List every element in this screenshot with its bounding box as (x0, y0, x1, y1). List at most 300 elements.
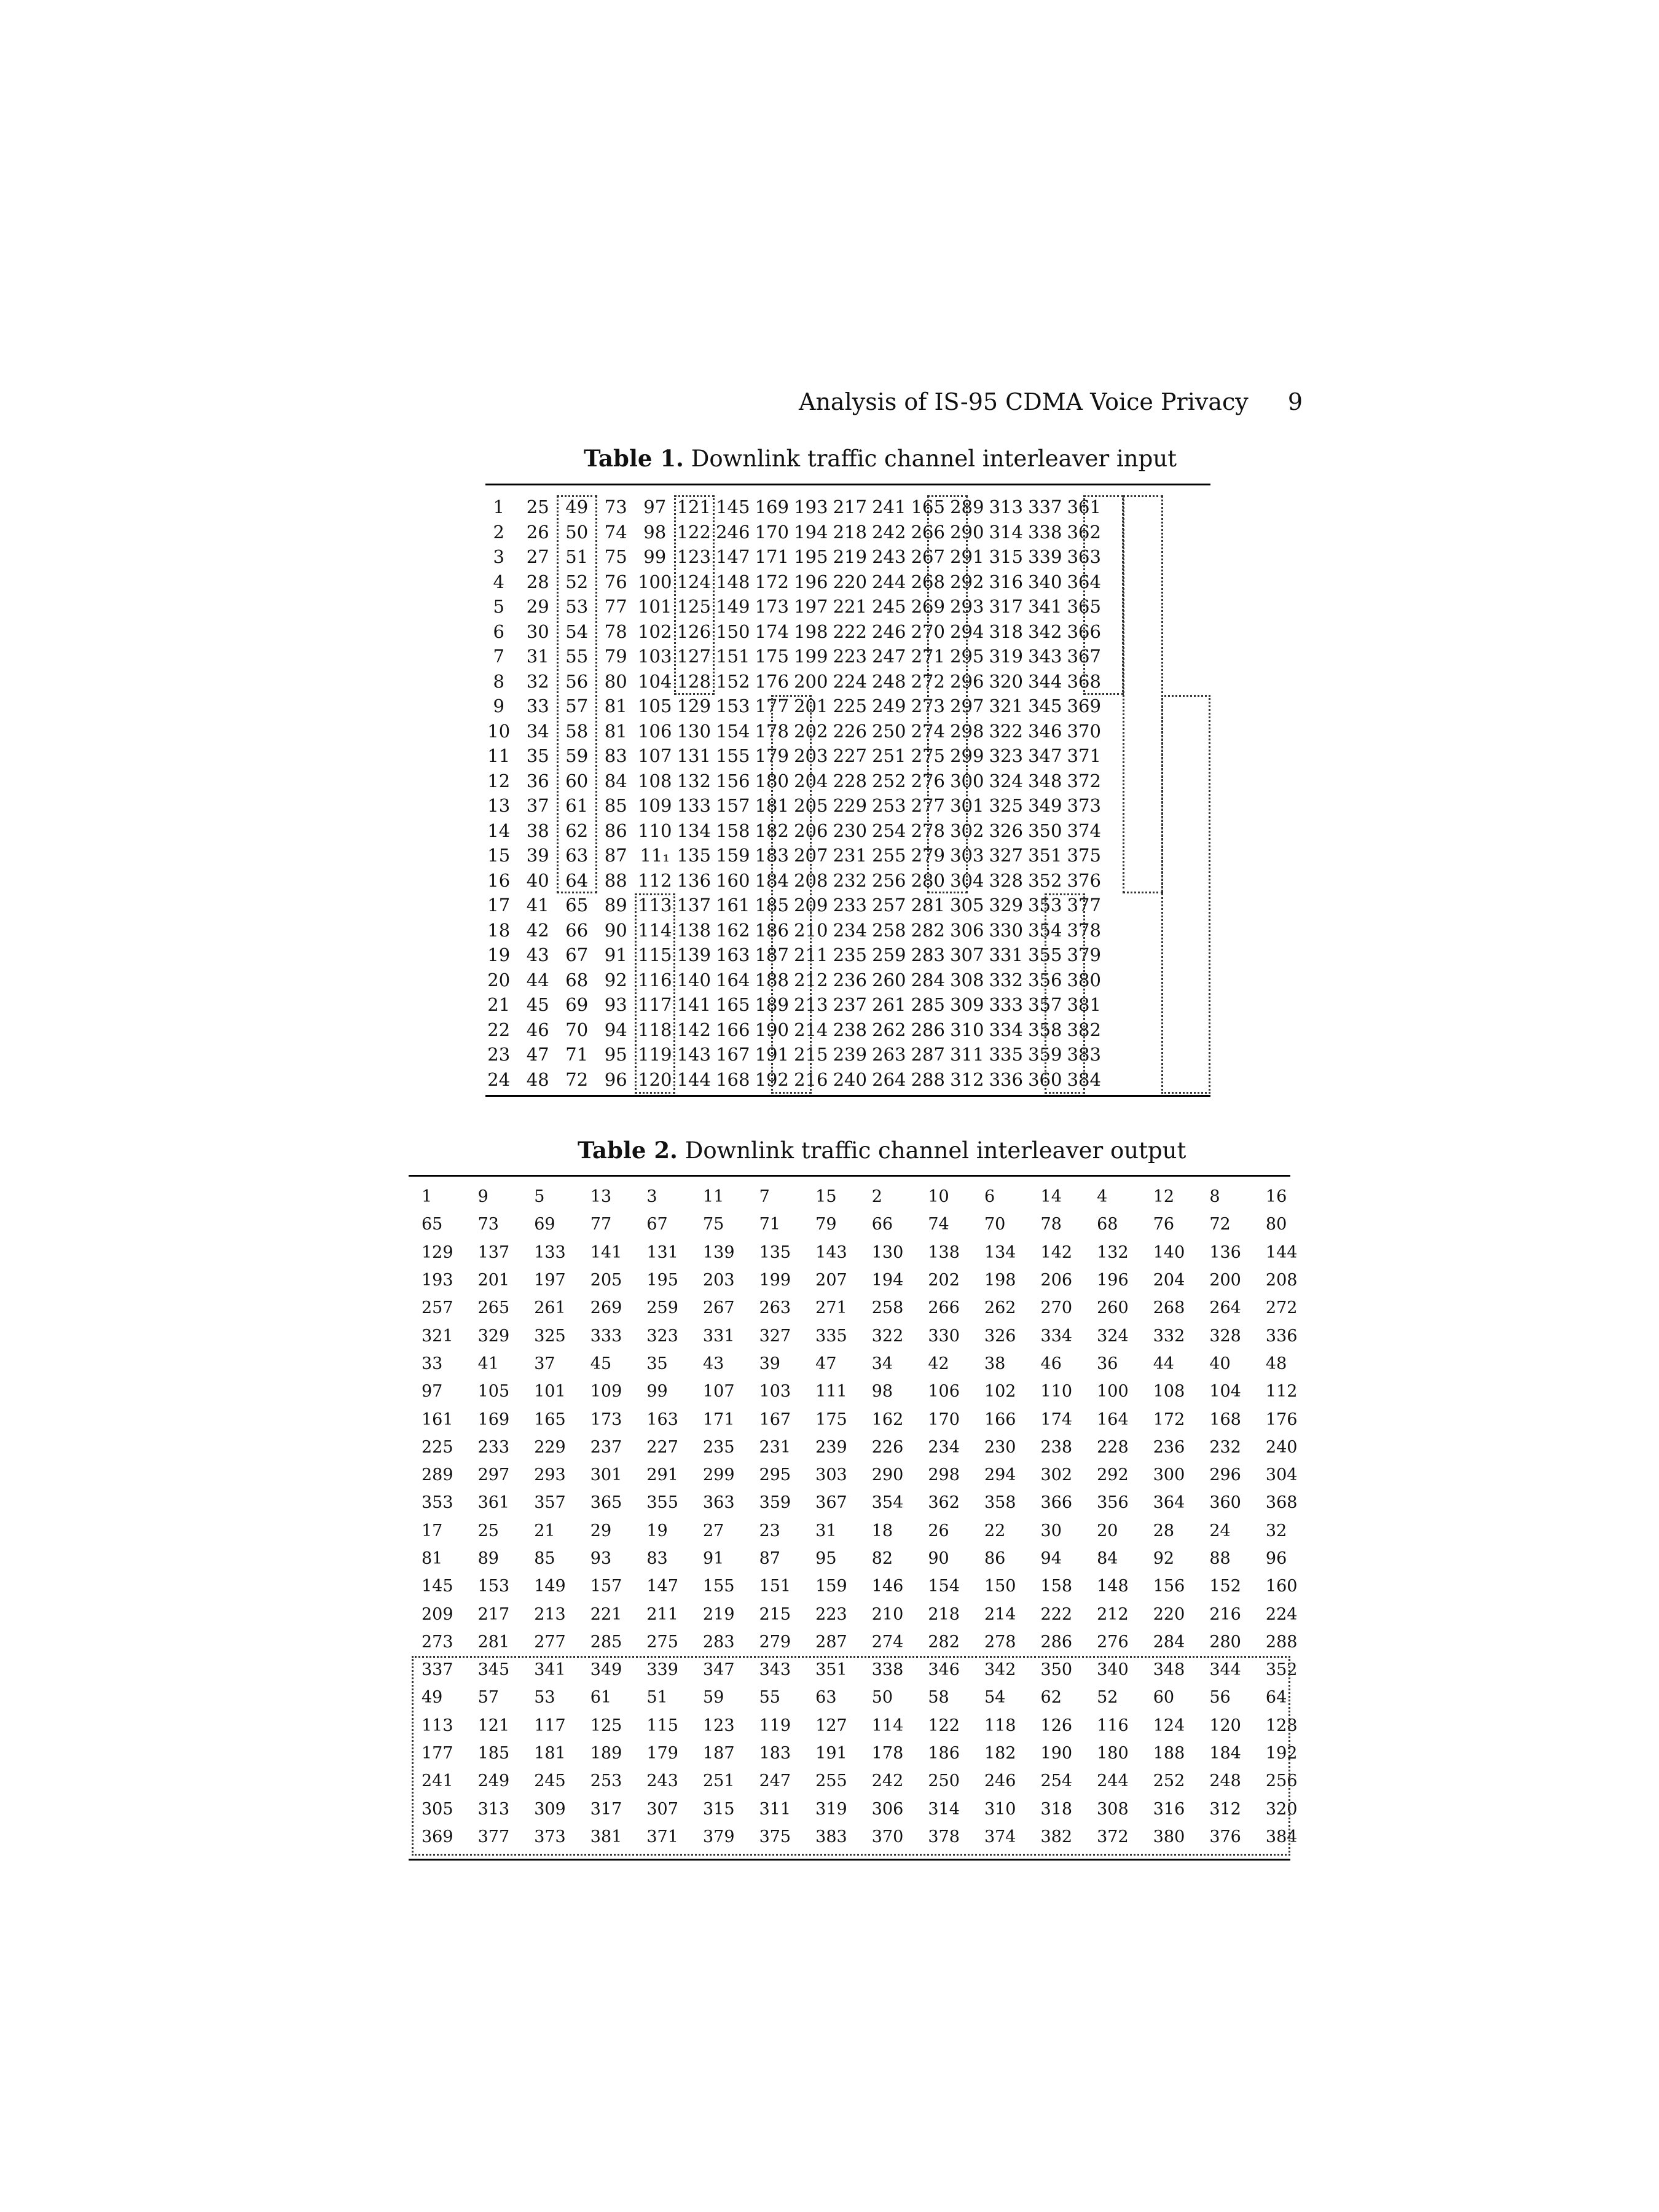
table-cell: 383 (1067, 1044, 1101, 1065)
table-cell: 58 (928, 1688, 949, 1708)
table-cell: 218 (833, 521, 867, 543)
table-cell: 227 (833, 745, 867, 767)
table-cell: 66 (565, 919, 589, 941)
table-cell: 347 (1028, 745, 1062, 767)
table-cell: 287 (911, 1044, 945, 1065)
table-cell: 51 (646, 1688, 668, 1708)
table-cell: 361 (477, 1493, 510, 1513)
table-cell: 326 (989, 820, 1023, 841)
table-cell: 38 (984, 1354, 1006, 1373)
table-cell: 304 (1265, 1465, 1298, 1485)
table-cell: 205 (794, 795, 828, 817)
table-cell: 50 (871, 1688, 893, 1708)
table-cell: 217 (477, 1604, 510, 1624)
table-cell: 104 (1209, 1382, 1241, 1402)
table-cell: 140 (1153, 1242, 1185, 1262)
table-cell: 105 (477, 1382, 510, 1402)
table-cell: 89 (477, 1549, 499, 1568)
table-cell: 49 (565, 496, 589, 518)
table-row (410, 1461, 1311, 1489)
table-cell: 350 (1040, 1660, 1073, 1680)
table-cell: 134 (677, 820, 711, 841)
table-cell: 103 (638, 646, 672, 667)
table-row (410, 1795, 1311, 1823)
table-cell: 39 (526, 845, 549, 866)
table-cell: 155 (716, 745, 750, 767)
table-cell: 219 (702, 1604, 735, 1624)
table-cell: 187 (755, 944, 789, 966)
table-cell: 117 (638, 994, 672, 1016)
table-cell: 110 (638, 820, 672, 841)
table-cell: 161 (716, 895, 750, 916)
table-cell: 310 (984, 1799, 1016, 1819)
table-cell: 341 (534, 1660, 566, 1680)
table-cell: 227 (646, 1437, 678, 1457)
table-cell: 250 (928, 1771, 960, 1791)
table-cell: 384 (1265, 1827, 1298, 1846)
table-row (479, 520, 1104, 545)
table-cell: 225 (422, 1437, 453, 1457)
table-cell: 16 (487, 869, 511, 891)
table-cell: 167 (759, 1410, 791, 1429)
table-cell: 234 (928, 1437, 960, 1457)
table-cell: 2 (493, 521, 504, 543)
table-cell: 113 (638, 895, 672, 916)
table-cell: 132 (677, 770, 711, 791)
table-cell: 191 (755, 1044, 789, 1065)
table-cell: 232 (833, 869, 867, 891)
table-cell: 354 (1028, 919, 1062, 941)
table-cell: 372 (1097, 1827, 1129, 1846)
table-cell: 285 (911, 994, 945, 1016)
table-cell: 92 (604, 969, 627, 990)
table-cell: 333 (989, 994, 1023, 1016)
table-cell: 307 (950, 944, 984, 966)
table-cell: 367 (1067, 646, 1101, 667)
table-cell: 290 (871, 1465, 904, 1485)
table-cell: 176 (1265, 1410, 1298, 1429)
table-cell: 308 (1097, 1799, 1129, 1819)
table-cell: 131 (646, 1242, 678, 1262)
table-cell: 309 (950, 994, 984, 1016)
table-cell: 384 (1067, 1069, 1101, 1090)
table-cell: 143 (815, 1242, 847, 1262)
table-cell: 329 (989, 895, 1023, 916)
table-cell: 342 (1028, 621, 1062, 642)
table-cell: 22 (984, 1521, 1006, 1540)
table-cell: 26 (526, 521, 549, 543)
table-cell: 175 (755, 646, 789, 667)
table-cell: 300 (950, 770, 984, 791)
table-cell: 338 (1028, 521, 1062, 543)
table-cell: 341 (1028, 596, 1062, 618)
table-row (410, 1572, 1311, 1600)
table-cell: 278 (911, 820, 945, 841)
table-cell: 207 (815, 1271, 847, 1290)
table-cell: 325 (534, 1326, 566, 1346)
table2-top-rule (409, 1175, 1290, 1177)
table-cell: 276 (1097, 1632, 1129, 1652)
table1-caption (584, 445, 1177, 472)
table-cell: 78 (604, 621, 627, 642)
table-cell: 220 (833, 571, 867, 592)
table-cell: 374 (984, 1827, 1016, 1846)
table-cell: 177 (422, 1744, 453, 1763)
table1-highlight-box (1161, 695, 1210, 1094)
table-cell: 196 (1097, 1271, 1129, 1290)
table-cell: 106 (928, 1382, 960, 1402)
table-cell: 277 (911, 795, 945, 817)
table-cell: 83 (646, 1549, 668, 1568)
table-cell: 206 (794, 820, 828, 841)
table2-caption (578, 1137, 1186, 1164)
table-row (410, 1545, 1311, 1572)
table-cell: 188 (1153, 1744, 1185, 1763)
table-cell: 231 (833, 845, 867, 866)
table-cell: 25 (477, 1521, 499, 1540)
table-cell: 314 (989, 521, 1023, 543)
table-cell: 15 (487, 845, 511, 866)
table-cell: 291 (646, 1465, 678, 1485)
table-cell: 155 (702, 1577, 735, 1596)
table-cell: 380 (1067, 969, 1101, 990)
table-cell: 181 (534, 1744, 566, 1763)
table-cell: 164 (1097, 1410, 1129, 1429)
table-cell: 52 (565, 571, 589, 592)
table-row (479, 793, 1104, 818)
table-cell: 163 (646, 1410, 678, 1429)
table-cell: 316 (1153, 1799, 1185, 1819)
table-cell: 126 (677, 621, 711, 642)
table-cell: 328 (1209, 1326, 1241, 1346)
table-row (410, 1628, 1311, 1656)
table-cell: 55 (565, 646, 589, 667)
table-cell: 123 (702, 1716, 735, 1735)
table-cell: 331 (989, 944, 1023, 966)
table-cell: 139 (702, 1242, 735, 1262)
table-cell: 319 (989, 646, 1023, 667)
table-cell: 60 (565, 770, 589, 791)
table-cell: 11 (702, 1187, 724, 1207)
table-cell: 223 (815, 1604, 847, 1624)
table-cell: 6 (493, 621, 504, 642)
table-cell: 347 (702, 1660, 735, 1680)
table-cell: 198 (794, 621, 828, 642)
table-cell: 168 (716, 1069, 750, 1090)
table-cell: 47 (815, 1354, 837, 1373)
table-cell: 115 (646, 1716, 678, 1735)
table-cell: 28 (1153, 1521, 1175, 1540)
table-cell: 26 (928, 1521, 949, 1540)
table-cell: 232 (1209, 1437, 1241, 1457)
table-cell: 225 (833, 696, 867, 717)
table-cell: 138 (928, 1242, 960, 1262)
table-cell: 103 (759, 1382, 791, 1402)
table-cell: 173 (755, 596, 789, 618)
table-cell: 34 (526, 720, 549, 742)
table-cell: 64 (565, 869, 589, 891)
table-cell: 269 (590, 1298, 622, 1318)
table-cell: 86 (984, 1549, 1006, 1568)
table-cell: 226 (833, 720, 867, 742)
table-cell: 166 (716, 1019, 750, 1040)
table-cell: 216 (794, 1069, 828, 1090)
table-cell: 60 (1153, 1688, 1175, 1708)
table-row (479, 719, 1104, 744)
table-cell: 223 (833, 646, 867, 667)
table-cell: 143 (677, 1044, 711, 1065)
table-cell: 34 (871, 1354, 893, 1373)
table-cell: 259 (872, 944, 906, 966)
table-cell: 354 (871, 1493, 904, 1513)
table-cell: 95 (815, 1549, 837, 1568)
table-cell: 237 (833, 994, 867, 1016)
table-cell: 94 (1040, 1549, 1062, 1568)
table-cell: 356 (1028, 969, 1062, 990)
table-row (410, 1350, 1311, 1378)
table-cell: 283 (911, 944, 945, 966)
table-cell: 293 (534, 1465, 566, 1485)
table-cell: 349 (590, 1660, 622, 1680)
table-cell: 52 (1097, 1688, 1118, 1708)
table-cell: 284 (911, 969, 945, 990)
table-cell: 43 (526, 944, 549, 966)
table-cell: 129 (677, 696, 711, 717)
table-cell: 18 (871, 1521, 893, 1540)
table-cell: 377 (1067, 895, 1101, 916)
table-cell: 335 (989, 1044, 1023, 1065)
table-cell: 3 (646, 1187, 657, 1207)
table-cell: 56 (1209, 1688, 1231, 1708)
table-cell: 160 (1265, 1577, 1298, 1596)
table-cell: 310 (950, 1019, 984, 1040)
page-number: 9 (1287, 388, 1303, 415)
table-cell: 243 (646, 1771, 678, 1791)
table-cell: 39 (759, 1354, 780, 1373)
table-cell: 316 (989, 571, 1023, 592)
table-cell: 224 (833, 670, 867, 692)
table-cell: 237 (590, 1437, 622, 1457)
table-cell: 339 (1028, 546, 1062, 568)
table-cell: 262 (984, 1298, 1016, 1318)
table-cell: 298 (928, 1465, 960, 1485)
table-cell: 141 (677, 994, 711, 1016)
table-cell: 298 (950, 720, 984, 742)
table-cell: 77 (604, 596, 627, 618)
table-cell: 304 (950, 869, 984, 891)
table-cell: 292 (1097, 1465, 1129, 1485)
table-cell: 360 (1028, 1069, 1062, 1090)
table-cell: 79 (604, 646, 627, 667)
table-row (410, 1823, 1311, 1851)
table-cell: 271 (815, 1298, 847, 1318)
table-cell: 13 (487, 795, 511, 817)
table-cell: 169 (755, 496, 789, 518)
table-cell: 47 (526, 1044, 549, 1065)
table-cell: 308 (950, 969, 984, 990)
table-row (479, 743, 1104, 769)
table-cell: 305 (422, 1799, 453, 1819)
table-cell: 132 (1097, 1242, 1129, 1262)
table-cell: 54 (565, 621, 589, 642)
table-cell: 32 (1265, 1521, 1287, 1540)
table-cell: 313 (477, 1799, 510, 1819)
table-cell: 90 (604, 919, 627, 941)
table-cell: 59 (565, 745, 589, 767)
table-cell: 115 (638, 944, 672, 966)
table-cell: 289 (950, 496, 984, 518)
table-cell: 303 (950, 845, 984, 866)
table-cell: 231 (759, 1437, 791, 1457)
table-cell: 280 (911, 869, 945, 891)
table-cell: 338 (871, 1660, 904, 1680)
table-cell: 81 (604, 696, 627, 717)
table-cell: 118 (984, 1716, 1016, 1735)
table-cell: 355 (646, 1493, 678, 1513)
table-cell: 35 (646, 1354, 668, 1373)
table-cell: 136 (677, 869, 711, 891)
table-cell: 134 (984, 1242, 1016, 1262)
table-cell: 135 (759, 1242, 791, 1262)
table-row (479, 594, 1104, 619)
table-cell: 184 (1209, 1744, 1241, 1763)
table-cell: 208 (1265, 1271, 1298, 1290)
table-cell: 344 (1209, 1660, 1241, 1680)
table-cell: 151 (716, 646, 750, 667)
table-cell: 193 (794, 496, 828, 518)
table-cell: 348 (1028, 770, 1062, 791)
table-cell: 5 (493, 596, 504, 618)
table-cell: 133 (677, 795, 711, 817)
table-cell: 203 (794, 745, 828, 767)
table-cell: 286 (911, 1019, 945, 1040)
table-cell: 241 (872, 496, 906, 518)
table-row (410, 1183, 1311, 1210)
table-cell: 65 (565, 895, 589, 916)
table-cell: 273 (422, 1632, 453, 1652)
table-cell: 63 (815, 1688, 837, 1708)
table-cell: 10 (487, 720, 511, 742)
table-cell: 222 (1040, 1604, 1073, 1624)
table-cell: 327 (989, 845, 1023, 866)
table-cell: 8 (1209, 1187, 1220, 1207)
table-cell: 297 (477, 1465, 510, 1485)
table-cell: 281 (911, 895, 945, 916)
table-row (479, 893, 1104, 918)
table-cell: 219 (833, 546, 867, 568)
table-cell: 244 (1097, 1771, 1129, 1791)
table-cell: 144 (1265, 1242, 1298, 1262)
running-header (799, 388, 1303, 418)
table-cell: 62 (565, 820, 589, 841)
table-cell: 174 (1040, 1410, 1073, 1429)
table-cell: 30 (526, 621, 549, 642)
table-cell: 196 (794, 571, 828, 592)
table-cell: 112 (638, 869, 672, 891)
table-cell: 161 (422, 1410, 453, 1429)
table-cell: 381 (1067, 994, 1101, 1016)
table-cell: 187 (702, 1744, 735, 1763)
table-cell: 238 (833, 1019, 867, 1040)
table-row (410, 1517, 1311, 1545)
table-cell: 12 (487, 770, 511, 791)
table-cell: 189 (590, 1744, 622, 1763)
table-cell: 119 (638, 1044, 672, 1065)
table-cell: 170 (928, 1410, 960, 1429)
table-cell: 294 (984, 1465, 1016, 1485)
table-cell: 295 (759, 1465, 791, 1485)
table-cell: 139 (677, 944, 711, 966)
table-cell: 340 (1097, 1660, 1129, 1680)
table-cell: 302 (950, 820, 984, 841)
table-cell: 201 (477, 1271, 510, 1290)
table-cell: 73 (604, 496, 627, 518)
table-cell: 87 (604, 845, 627, 866)
table-cell: 351 (1028, 845, 1062, 866)
table-cell: 123 (677, 546, 711, 568)
table-cell: 131 (677, 745, 711, 767)
table-row (479, 818, 1104, 844)
table-cell: 18 (487, 919, 511, 941)
table-cell: 296 (1209, 1465, 1241, 1485)
table-cell: 72 (565, 1069, 589, 1090)
table-cell: 301 (950, 795, 984, 817)
table-cell: 254 (872, 820, 906, 841)
table-cell: 363 (702, 1493, 735, 1513)
table-cell: 320 (1265, 1799, 1298, 1819)
table-cell: 256 (1265, 1771, 1298, 1791)
table-cell: 74 (928, 1215, 949, 1234)
table-cell: 249 (477, 1771, 510, 1791)
table-cell: 222 (833, 621, 867, 642)
table-cell: 221 (590, 1604, 622, 1624)
table1-caption-label: Table 1. (584, 445, 684, 472)
table-cell: 119 (759, 1716, 791, 1735)
table-row (479, 1067, 1104, 1092)
table-cell: 14 (487, 820, 511, 841)
table-cell: 348 (1153, 1660, 1185, 1680)
table-cell: 235 (702, 1437, 735, 1457)
table-cell: 318 (1040, 1799, 1073, 1819)
table-cell: 48 (1265, 1354, 1287, 1373)
table-cell: 280 (1209, 1632, 1241, 1652)
table-cell: 125 (677, 596, 711, 618)
table-cell: 7 (759, 1187, 770, 1207)
table-cell: 94 (604, 1019, 627, 1040)
table-cell: 23 (487, 1044, 511, 1065)
table-cell: 23 (759, 1521, 780, 1540)
table-cell: 343 (1028, 646, 1062, 667)
table-cell: 266 (928, 1298, 960, 1318)
table-cell: 297 (950, 696, 984, 717)
table-cell: 325 (989, 795, 1023, 817)
table-cell: 148 (716, 571, 750, 592)
table-cell: 357 (1028, 994, 1062, 1016)
table-cell: 66 (871, 1215, 893, 1234)
table-row (410, 1266, 1311, 1294)
table-row (410, 1294, 1311, 1322)
table-cell: 186 (755, 919, 789, 941)
table-cell: 121 (477, 1716, 510, 1735)
table-cell: 311 (759, 1799, 791, 1819)
table-cell: 360 (1209, 1493, 1241, 1513)
table-row (479, 769, 1104, 794)
table-cell: 320 (989, 670, 1023, 692)
table-cell: 366 (1067, 621, 1101, 642)
table-cell: 252 (872, 770, 906, 791)
table-cell: 79 (815, 1215, 837, 1234)
table-cell: 85 (604, 795, 627, 817)
